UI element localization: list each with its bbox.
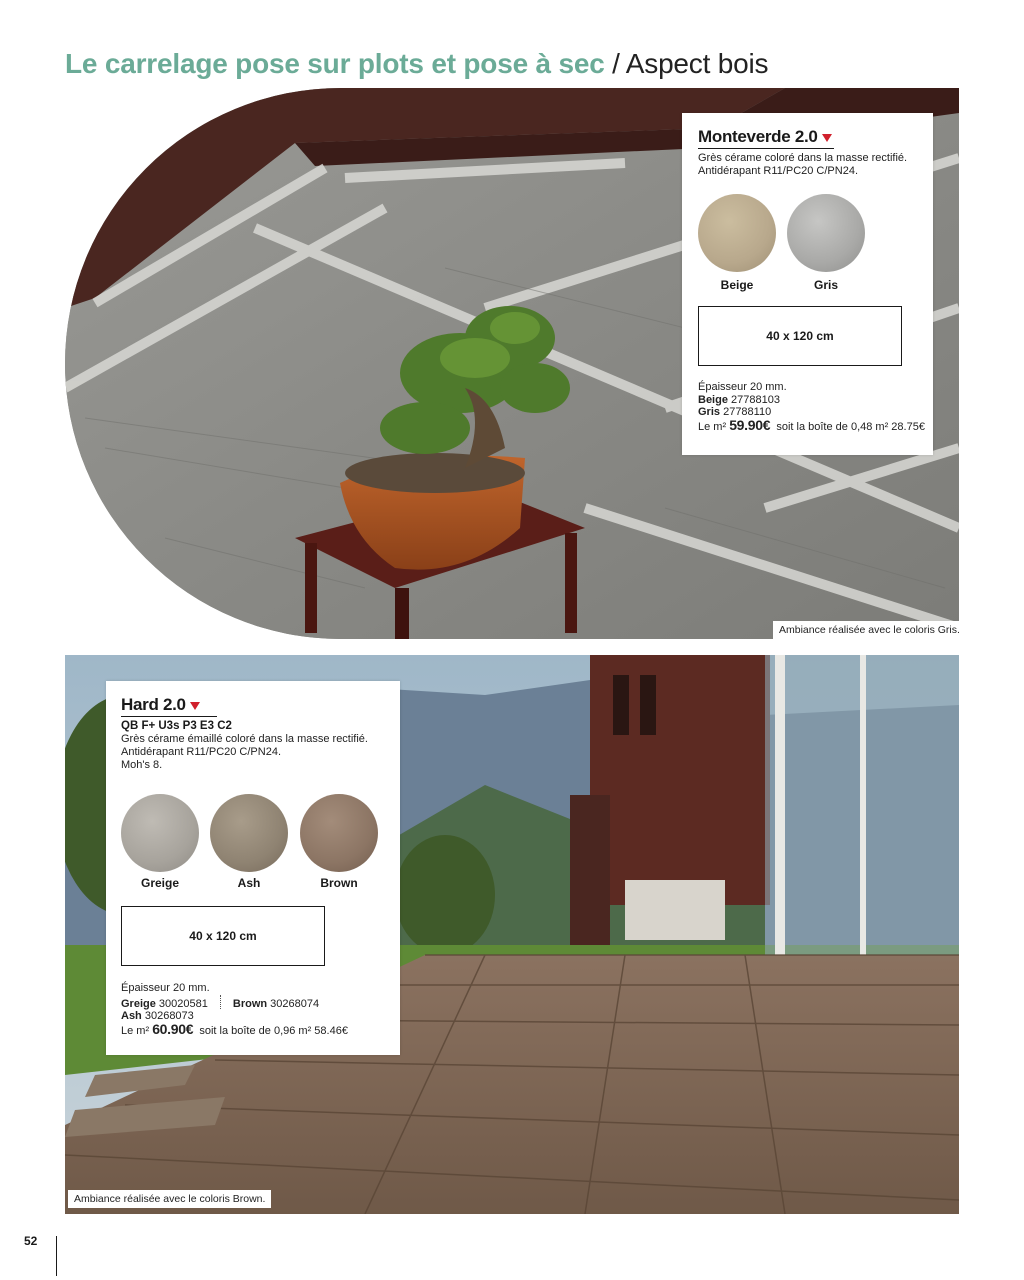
ref-code: 27788103 xyxy=(731,393,780,406)
price-value: 59.90€ xyxy=(729,416,771,433)
size-box: 40 x 120 cm xyxy=(121,906,325,966)
swatch-label-greige: Greige xyxy=(140,876,179,890)
ref-label: Brown xyxy=(232,997,268,1010)
ref-label: Gris xyxy=(698,406,721,418)
photo-caption: Ambiance réalisée avec le coloris Gris. xyxy=(773,621,966,639)
folio-divider xyxy=(56,1236,57,1276)
page-title xyxy=(65,48,768,80)
ref-label: Beige xyxy=(698,393,728,406)
name-underline xyxy=(121,716,217,717)
page-title-accent: Le carrelage pose sur plots et pose à sec xyxy=(65,48,605,79)
dotted-separator xyxy=(220,995,221,1009)
hard-ref-info xyxy=(121,982,348,1037)
description-line: Moh's 8. xyxy=(121,759,163,771)
ref-label: Greige xyxy=(121,997,156,1010)
description-line: Grès cérame émaillé coloré dans la masse rectifié. xyxy=(121,733,368,745)
ref-line xyxy=(698,394,925,407)
price-value: 60.90€ xyxy=(152,1020,194,1037)
price-prefix: Le m² xyxy=(121,1024,153,1037)
description-line: Antidérapant R11/PC20 C/PN24. xyxy=(698,165,858,177)
product-name: Monteverde 2.0 xyxy=(698,127,818,146)
box-price-text: soit la boîte de 0,48 m² 28.75€ xyxy=(776,420,925,433)
swatch-greige xyxy=(121,794,199,872)
swatch-label-beige: Beige xyxy=(720,278,754,292)
box-price-text: soit la boîte de 0,96 m² 58.46€ xyxy=(199,1024,348,1037)
ref-code: 30268073 xyxy=(144,1010,194,1022)
ref-label: Ash xyxy=(121,1010,142,1022)
price-line xyxy=(121,1020,348,1038)
swatch-brown xyxy=(300,794,378,872)
price-prefix: Le m² xyxy=(698,420,730,433)
swatch-label-brown: Brown xyxy=(320,876,358,890)
product-name: Hard 2.0 xyxy=(121,695,186,714)
product-description xyxy=(121,733,400,772)
thickness-text: Épaisseur 20 mm. xyxy=(121,982,210,994)
price-line xyxy=(698,416,925,434)
ref-line xyxy=(121,995,348,1011)
red-triangle-icon xyxy=(822,134,832,142)
ref-code: 30020581 xyxy=(158,997,208,1010)
swatch-ash xyxy=(210,794,288,872)
photo-caption: Ambiance réalisée avec le coloris Brown. xyxy=(68,1190,271,1208)
swatch-label-ash: Ash xyxy=(237,876,261,890)
swatch-gris xyxy=(787,194,865,272)
page-number: 52 xyxy=(24,1234,38,1248)
name-underline xyxy=(698,148,834,149)
monteverde-ref-info xyxy=(698,381,925,433)
size-box: 40 x 120 cm xyxy=(698,306,902,366)
description-line: Grès cérame coloré dans la masse rectifié. xyxy=(698,152,908,164)
swatch-label-gris: Gris xyxy=(813,278,838,292)
page-title-subtitle: / Aspect bois xyxy=(604,48,769,79)
red-triangle-icon xyxy=(190,702,200,710)
spec-code: QB F+ U3s P3 E3 C2 xyxy=(121,720,232,732)
description-line: Antidérapant R11/PC20 C/PN24. xyxy=(121,746,281,758)
product-description xyxy=(698,152,933,178)
ref-code: 30268074 xyxy=(270,997,320,1010)
ref-code: 27788110 xyxy=(723,406,772,418)
swatch-beige xyxy=(698,194,776,272)
thickness-text: Épaisseur 20 mm. xyxy=(698,381,787,393)
